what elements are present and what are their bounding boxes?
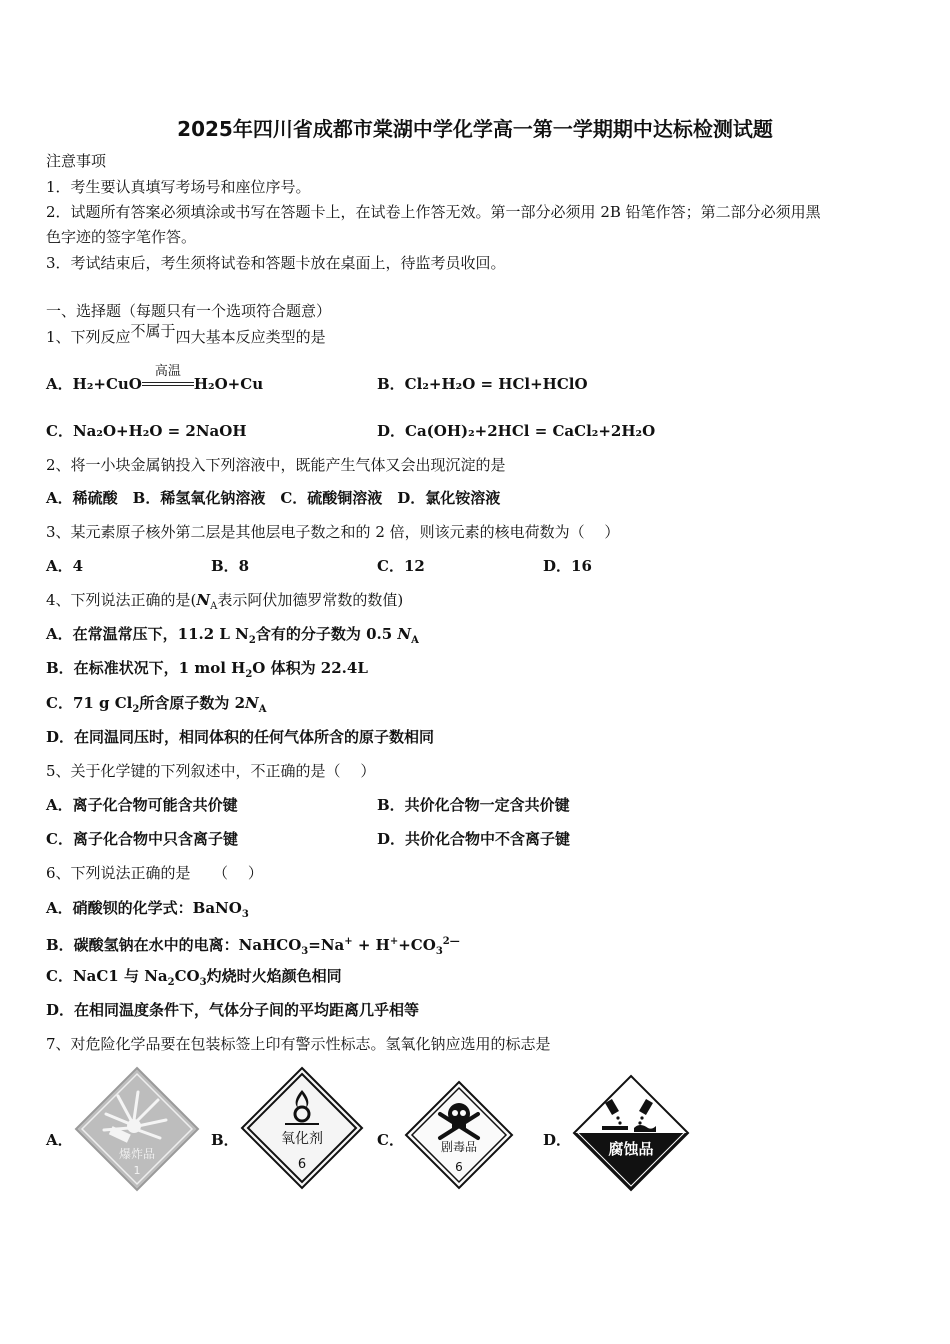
q1-option-c[interactable]: C．Na₂O+H₂O = 2NaOH bbox=[46, 422, 247, 440]
question-2-stem: 2、将一小块金属钠投入下列溶液中，既能产生气体又会出现沉淀的是 bbox=[46, 456, 506, 474]
q6-option-c[interactable]: C．NaC1 与 $Na_2CO_3$灼烧时火焰颜色相同 bbox=[46, 967, 342, 988]
q5-option-a[interactable]: A．离子化合物可能含共价键 bbox=[46, 796, 238, 814]
sign-b-number: 6 bbox=[297, 1157, 307, 1172]
notice-item: 色字迹的签字笔作答。 bbox=[46, 228, 197, 246]
reaction-condition: 高温 bbox=[142, 374, 194, 394]
q1-option-a[interactable]: A．H₂+CuO 高温 H₂O+Cu bbox=[46, 364, 264, 393]
oxidizer-hazard-icon[interactable] bbox=[240, 1066, 364, 1190]
q5-option-d[interactable]: D．共价化合物中不含离子键 bbox=[377, 830, 571, 848]
question-7-stem: 7、对危险化学品要在包装标签上印有警示性标志。氢氧化钠应选用的标志是 bbox=[46, 1035, 551, 1053]
sign-b-text: 氧化剂 bbox=[281, 1131, 323, 1147]
q4-option-a[interactable]: A．在常温常压下，11.2 L $N_2$含有的分子数为 0.5 $N_A$ bbox=[46, 625, 419, 646]
question-6-stem: 6、下列说法正确的是 （ ） bbox=[46, 864, 263, 882]
q4-option-d[interactable]: D．在同温同压时，相同体积的任何气体所含的原子数相同 bbox=[46, 728, 435, 746]
corrosive-hazard-icon[interactable] bbox=[572, 1074, 690, 1192]
q5-option-c[interactable]: C．离子化合物中只含离子键 bbox=[46, 830, 238, 848]
page-title: 2025年四川省成都市棠湖中学化学高一第一学期期中达标检测试题 bbox=[177, 117, 773, 141]
q6-option-d[interactable]: D．在相同温度条件下，气体分子间的平均距离几乎相等 bbox=[46, 1001, 420, 1019]
notice-item: 1．考生要认真填写考场号和座位序号。 bbox=[46, 178, 311, 196]
q3-option-b[interactable]: B．8 bbox=[211, 557, 250, 575]
q3-option-d[interactable]: D．16 bbox=[543, 557, 592, 575]
question-3-stem: 3、某元素原子核外第二层是其他层电子数之和的 2 倍，则该元素的核电荷数为（ ） bbox=[46, 523, 620, 541]
q6-option-b[interactable]: B．碳酸氢钠在水中的电离：NaHCO$_3$=Na+ + $H^++CO_3^{2—}$ bbox=[46, 936, 460, 957]
notice-item: 3．考试结束后，考生须将试卷和答题卡放在桌面上，待监考员收回。 bbox=[46, 254, 506, 272]
q7-option-b-label[interactable]: B． bbox=[211, 1131, 239, 1149]
notice-heading: 注意事项 bbox=[46, 152, 107, 170]
question-4-stem: 4、下列说法正确的是($N_A$表示阿伏加德罗常数的数值) bbox=[46, 591, 404, 612]
q1-option-b[interactable]: B．Cl₂+H₂O = HCl+HClO bbox=[377, 375, 588, 393]
q3-option-a[interactable]: A．4 bbox=[46, 557, 84, 575]
q3-option-c[interactable]: C．12 bbox=[377, 557, 425, 575]
sign-c-number: 6 bbox=[455, 1160, 463, 1174]
question-1-stem: 1、下列反应不属于四大基本反应类型的是 bbox=[46, 322, 326, 346]
explosive-hazard-icon[interactable] bbox=[74, 1066, 200, 1192]
notice-item: 2．试题所有答案必须填涂或书写在答题卡上，在试卷上作答无效。第一部分必须用 2B 铅笔作答；第二部分必须用黑 bbox=[46, 203, 821, 221]
q7-option-c-label[interactable]: C． bbox=[377, 1131, 404, 1149]
q4-option-c[interactable]: C．71 g $Cl_2$所含原子数为 $2N_A$ bbox=[46, 694, 267, 715]
q7-option-a-label[interactable]: A． bbox=[46, 1131, 73, 1149]
q1-option-d[interactable]: D．Ca(OH)₂+2HCl = CaCl₂+2H₂O bbox=[377, 422, 656, 440]
question-5-stem: 5、关于化学键的下列叙述中，不正确的是（ ） bbox=[46, 762, 376, 780]
sign-a-text: 爆炸品 bbox=[118, 1147, 156, 1161]
sign-a-number: 1 bbox=[133, 1164, 141, 1177]
q6-option-a[interactable]: A．硝酸钡的化学式：BaNO$_3$ bbox=[46, 899, 249, 920]
sign-c-text: 剧毒品 bbox=[440, 1140, 478, 1154]
section-heading: 一、选择题（每题只有一个选项符合题意） bbox=[46, 302, 332, 320]
q7-option-d-label[interactable]: D． bbox=[543, 1131, 572, 1149]
q5-option-b[interactable]: B．共价化合物一定含共价键 bbox=[377, 796, 570, 814]
q2-options[interactable]: A．稀硫酸 B．稀氢氧化钠溶液 C．硫酸铜溶液 D．氯化铵溶液 bbox=[46, 489, 501, 507]
sign-d-text: 腐蚀品 bbox=[608, 1140, 654, 1158]
q4-option-b[interactable]: B．在标准状况下，1 mol $H_2O$ 体积为 22.4L bbox=[46, 659, 368, 680]
negation-word: 不属于 bbox=[130, 322, 176, 340]
toxic-skull-hazard-icon[interactable] bbox=[404, 1080, 514, 1190]
